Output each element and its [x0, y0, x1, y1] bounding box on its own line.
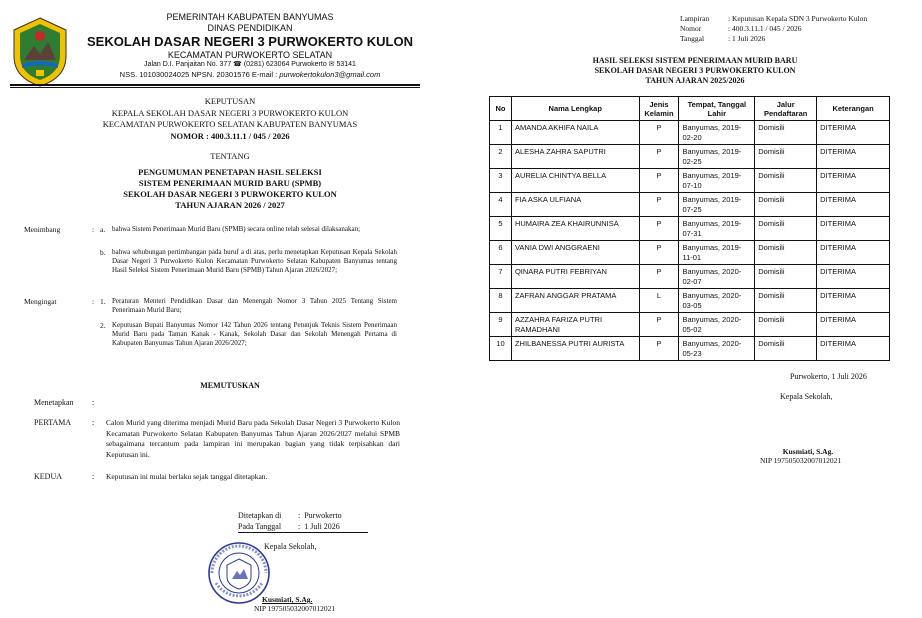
table-header-cell: Keterangan [817, 97, 890, 121]
appendix-tanggal-value: 1 Juli 2026 [731, 34, 766, 43]
decree-page [0, 0, 460, 618]
table-cell: 5 [490, 217, 512, 241]
right-signer-nip: NIP 197505032007012021 [760, 456, 842, 465]
considering-item-a: bahwa Sistem Penerimaan Murid Baru (SPMB) secara online telah selesai dilaksanakan; [112, 225, 361, 233]
enactment-place: Ditetapkan di : Purwokerto [238, 511, 342, 520]
table-cell: AMANDA AKHIFA NAILA [511, 121, 639, 145]
considering-colon: : [92, 225, 95, 234]
appendix-page [460, 0, 922, 618]
table-cell: Domisili [755, 337, 817, 361]
enactment-date-value: 1 Juli 2026 [304, 522, 340, 531]
table-cell: Domisili [755, 241, 817, 265]
table-cell: L [639, 289, 679, 313]
second-colon: : [92, 472, 95, 481]
table-cell: P [639, 145, 679, 169]
right-signer-position: Kepala Sekolah, [780, 392, 833, 401]
table-cell: Domisili [755, 145, 817, 169]
considering-item-b: bahwa sehubungan pertimbangan pada huruf a di atas, perlu menetapkan Keputusan Kepala Sekolah Dasar Negeri 3 Purwokerto Kulon Kecamatan Purwokerto Selatan Kabupaten Banyumas tentang Hasil Seleksi Sistem Penerimaan Murid Baru (SPMB) Tahun Ajaran 2026/2027; [112, 248, 397, 275]
table-cell: HUMAIRA ZEA KHAIRUNNISA [511, 217, 639, 241]
table-cell: DITERIMA [817, 217, 890, 241]
table-cell: ALESHA ZAHRA SAPUTRI [511, 145, 639, 169]
table-cell: P [639, 265, 679, 289]
table-cell: P [639, 337, 679, 361]
table-header-cell: No [490, 97, 512, 121]
first-colon: : [92, 418, 95, 427]
letterhead-address: Jalan D.I. Panjaitan No. 377 ☎ (0281) 623064 Purwokerto ✉ 53141 [144, 61, 356, 68]
right-signer-name: Kusmiati, S.Ag. [782, 447, 834, 456]
decree-subject-line3: SEKOLAH DASAR NEGERI 3 PURWOKERTO KULON [123, 189, 337, 199]
table-cell: DITERIMA [817, 313, 890, 337]
table-cell: Banyumas, 2020-03-05 [679, 289, 755, 313]
enactment-place-value: Purwokerto [304, 511, 342, 520]
appendix-nomor-value: 400.3.11.1 / 045 / 2026 [731, 24, 802, 33]
table-cell: 7 [490, 265, 512, 289]
table-header-cell: Nama Lengkap [511, 97, 639, 121]
appendix-tanggal: Tanggal : 1 Juli 2026 [680, 34, 766, 43]
table-cell: Domisili [755, 121, 817, 145]
table-cell: AZZAHRA FARIZA PUTRI RAMADHANI [511, 313, 639, 337]
decree-subject-line4: TAHUN AJARAN 2026 / 2027 [175, 200, 285, 210]
table-cell: 4 [490, 193, 512, 217]
recalling-colon: : [92, 297, 95, 306]
table-cell: 2 [490, 145, 512, 169]
recalling-item-2: Keputusan Bupati Banyumas Nomor 142 Tahun 2026 tentang Petunjuk Teknis Sistem Penerimaan Murid Baru pada Taman Kanak - Kanak, Sekolah Dasar dan Sekolah Menengah Pertama di Kabupaten Banyumas Tahun Ajaran 2026/2027; [112, 321, 397, 348]
recalling-label: Mengingat [24, 297, 57, 306]
first-label: PERTAMA [34, 418, 72, 427]
table-row [490, 145, 890, 169]
establish-colon: : [92, 398, 95, 407]
table-cell: P [639, 169, 679, 193]
decree-heading: KEPUTUSAN [204, 96, 256, 106]
letterhead-government: PEMERINTAH KABUPATEN BANYUMAS [166, 12, 334, 22]
table-cell: Domisili [755, 193, 817, 217]
table-cell: VANIA DWI ANGGRAENI [511, 241, 639, 265]
table-cell: Domisili [755, 217, 817, 241]
enactment-block [238, 510, 342, 532]
right-place-date: Purwokerto, 1 Juli 2026 [790, 372, 867, 381]
table-cell: DITERIMA [817, 145, 890, 169]
table-cell: DITERIMA [817, 241, 890, 265]
first-text: Calon Murid yang diterima menjadi Murid Baru pada Sekolah Dasar Negeri 3 Purwokerto Kulon Kecamatan Purwokerto Selatan Kabupaten Banyumas Tahun Ajaran 2026/2027 melalui SPMB sebagaimana tercantum pada lampiran ini merupakan bagian yang tidak terpisahkan dari Keputusan ini. [106, 418, 400, 459]
table-cell: P [639, 217, 679, 241]
table-row [490, 289, 890, 313]
table-cell: FIA ASKA ULFIANA [511, 193, 639, 217]
enactment-date-label: Pada Tanggal [238, 522, 282, 531]
table-cell: 9 [490, 313, 512, 337]
selection-results-table [489, 96, 890, 361]
table-row [490, 337, 890, 361]
table-cell: 6 [490, 241, 512, 265]
establish-label: Menetapkan [34, 398, 74, 407]
decree-issuer-line1: KEPALA SEKOLAH DASAR NEGERI 3 PURWOKERTO KULON [111, 108, 349, 118]
table-cell: Banyumas, 2019-07-31 [679, 217, 755, 241]
decree-about: TENTANG [210, 151, 250, 161]
enactment-date: Pada Tanggal : 1 Juli 2026 [238, 522, 340, 531]
left-signer-position: Kepala Sekolah, [264, 542, 317, 551]
table-cell: Banyumas, 2020-05-02 [679, 313, 755, 337]
table-row [490, 169, 890, 193]
letterhead-email: purwokertokulon3@gmail.com [279, 70, 381, 79]
table-cell: Banyumas, 2019-07-10 [679, 169, 755, 193]
table-header-row [490, 97, 890, 121]
table-cell: DITERIMA [817, 193, 890, 217]
table-cell: 3 [490, 169, 512, 193]
table-cell: P [639, 193, 679, 217]
recalling-marker-1: 1. [100, 297, 106, 306]
appendix-title-line1: HASIL SELEKSI SISTEM PENERIMAAN MURID BARU [592, 56, 798, 65]
table-cell: 1 [490, 121, 512, 145]
appendix-title-line2: SEKOLAH DASAR NEGERI 3 PURWOKERTO KULON [594, 66, 796, 75]
left-signer-nip: NIP 197505032007012021 [254, 604, 336, 613]
letterhead-school-name: SEKOLAH DASAR NEGERI 3 PURWOKERTO KULON [87, 34, 413, 49]
decree-number: NOMOR : 400.3.11.1 / 045 / 2026 [170, 131, 290, 141]
table-cell: ZAFRAN ANGGAR PRATAMA [511, 289, 639, 313]
table-body [490, 121, 890, 361]
table-cell: DITERIMA [817, 121, 890, 145]
table-header-cell: Jenis Kelamin [639, 97, 679, 121]
table-cell: Domisili [755, 169, 817, 193]
decree-subject-line2: SISTEM PENERIMAAN MURID BARU (SPMB) [138, 178, 322, 188]
table-row [490, 193, 890, 217]
enactment-divider [238, 532, 368, 533]
recalling-marker-2: 2. [100, 321, 106, 330]
decide-heading: MEMUTUSKAN [200, 381, 260, 390]
table-cell: 10 [490, 337, 512, 361]
table-cell: DITERIMA [817, 169, 890, 193]
appendix-tanggal-label: Tanggal [680, 34, 705, 43]
appendix-title-line3: TAHUN AJARAN 2025/2026 [645, 76, 745, 85]
table-row [490, 217, 890, 241]
table-cell: AURELIA CHINTYA BELLA [511, 169, 639, 193]
table-cell: Banyumas, 2019-02-25 [679, 145, 755, 169]
appendix-lampiran-value: Keputusan Kepala SDN 3 Purwokerto Kulon [731, 14, 868, 23]
enactment-place-label: Ditetapkan di [238, 511, 282, 520]
decree-subject-line1: PENGUMUMAN PENETAPAN HASIL SELEKSI [138, 167, 322, 177]
table-row [490, 313, 890, 337]
left-signer-name: Kusmiati, S.Ag. [262, 595, 313, 604]
appendix-nomor: Nomor : 400.3.11.1 / 045 / 2026 [680, 24, 802, 33]
considering-marker-a: a. [100, 225, 106, 234]
letterhead-district: KECAMATAN PURWOKERTO SELATAN [167, 50, 333, 60]
considering-marker-b: b. [100, 248, 106, 257]
appendix-lampiran: Lampiran : Keputusan Kepala SDN 3 Purwokerto Kulon [680, 14, 868, 23]
table-header-cell: Tempat, Tanggal Lahir [679, 97, 755, 121]
recalling-item-1: Peraturan Menteri Pendidikan Dasar dan Menengah Nomor 3 Tahun 2025 Tentang Sistem Penerimaan Murid Baru; [112, 297, 397, 315]
table-cell: Banyumas, 2020-02-07 [679, 265, 755, 289]
table-cell: DITERIMA [817, 265, 890, 289]
table-cell: ZHILBANESSA PUTRI AURISTA [511, 337, 639, 361]
letterhead-ids-text: NSS. 101030024025 NPSN. 20301576 E-mail : [119, 70, 280, 79]
table-cell: P [639, 241, 679, 265]
table-cell: P [639, 121, 679, 145]
table-row [490, 121, 890, 145]
table-cell: Banyumas, 2019-07-25 [679, 193, 755, 217]
appendix-nomor-label: Nomor [680, 24, 702, 33]
table-cell: Banyumas, 2019-02-20 [679, 121, 755, 145]
table-row [490, 241, 890, 265]
letterhead-ids [80, 70, 420, 79]
banyumas-regency-logo [10, 16, 70, 88]
table-header-cell: Jalur Pendaftaran [755, 97, 817, 121]
table-row [490, 265, 890, 289]
letterhead-divider [10, 84, 420, 88]
table-cell: DITERIMA [817, 289, 890, 313]
second-text: Keputusan ini mulai berlaku sejak tanggal ditetapkan. [106, 472, 268, 481]
table-cell: Domisili [755, 289, 817, 313]
decree-issuer-line2: KECAMATAN PURWOKERTO SELATAN KABUPATEN BANYUMAS [102, 119, 358, 129]
table-cell: Banyumas, 2020-05-23 [679, 337, 755, 361]
letterhead-department: DINAS PENDIDIKAN [207, 23, 293, 33]
table-cell: 8 [490, 289, 512, 313]
table-cell: DITERIMA [817, 337, 890, 361]
appendix-lampiran-label: Lampiran [680, 14, 710, 23]
table-cell: P [639, 313, 679, 337]
considering-label: Menimbang [24, 225, 61, 234]
table-cell: Domisili [755, 313, 817, 337]
table-cell: QINARA PUTRI FEBRIYAN [511, 265, 639, 289]
table-cell: Domisili [755, 265, 817, 289]
second-label: KEDUA [34, 472, 62, 481]
table-cell: Banyumas, 2019-11-01 [679, 241, 755, 265]
